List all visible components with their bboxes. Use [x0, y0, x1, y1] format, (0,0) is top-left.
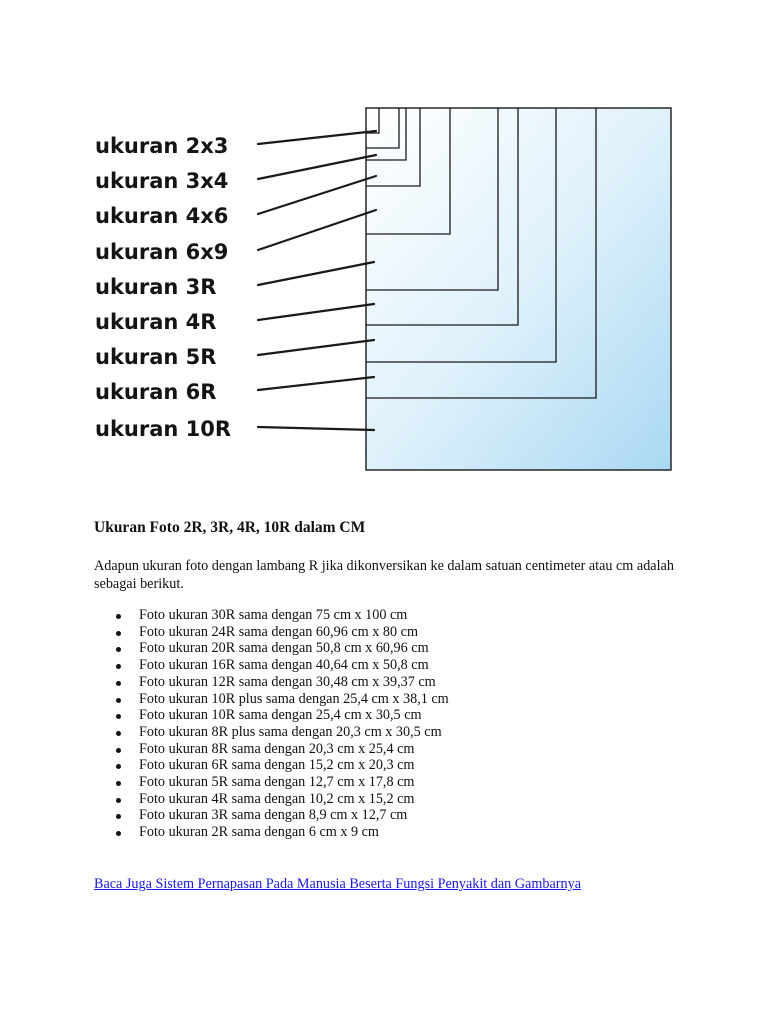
size-label: ukuran 5R: [95, 345, 217, 369]
list-item: Foto ukuran 12R sama dengan 30,48 cm x 39,37 cm: [94, 674, 449, 691]
related-article-link[interactable]: Baca Juga Sistem Pernapasan Pada Manusia Beserta Fungsi Penyakit dan Gambarnya: [94, 876, 581, 892]
list-item: Foto ukuran 4R sama dengan 10,2 cm x 15,2 cm: [94, 791, 449, 808]
pointer-line: [258, 377, 374, 390]
list-item: Foto ukuran 6R sama dengan 15,2 cm x 20,3 cm: [94, 757, 449, 774]
list-item: Foto ukuran 24R sama dengan 60,96 cm x 80 cm: [94, 624, 449, 641]
pointer-line: [258, 262, 374, 285]
list-item: Foto ukuran 8R sama dengan 20,3 cm x 25,4 cm: [94, 741, 449, 758]
size-label: ukuran 4x6: [95, 204, 229, 228]
photo-size-diagram: [0, 0, 768, 500]
photo-size-list: [94, 607, 449, 841]
size-label: ukuran 10R: [95, 417, 232, 441]
pointer-line: [258, 210, 376, 250]
pointer-line: [258, 304, 374, 320]
pointer-line: [258, 155, 376, 179]
size-label: ukuran 6R: [95, 380, 217, 404]
list-item: Foto ukuran 2R sama dengan 6 cm x 9 cm: [94, 824, 449, 841]
intro-paragraph: Adapun ukuran foto dengan lambang R jika dikonversikan ke dalam satuan centimeter atau cm adalah sebagai berikut.: [94, 558, 674, 592]
size-label: ukuran 3R: [95, 275, 217, 299]
size-labels: [95, 134, 231, 441]
pointer-line: [258, 176, 376, 214]
list-item: Foto ukuran 10R plus sama dengan 25,4 cm x 38,1 cm: [94, 691, 449, 708]
section-heading: Ukuran Foto 2R, 3R, 4R, 10R dalam CM: [94, 519, 366, 536]
list-item: Foto ukuran 3R sama dengan 8,9 cm x 12,7 cm: [94, 807, 449, 824]
pointer-line: [258, 131, 376, 144]
size-label: ukuran 2x3: [95, 134, 229, 158]
list-item: Foto ukuran 30R sama dengan 75 cm x 100 cm: [94, 607, 449, 624]
list-item: Foto ukuran 5R sama dengan 12,7 cm x 17,8 cm: [94, 774, 449, 791]
list-item: Foto ukuran 20R sama dengan 50,8 cm x 60,96 cm: [94, 640, 449, 657]
size-label: ukuran 4R: [95, 310, 217, 334]
list-item: Foto ukuran 10R sama dengan 25,4 cm x 30,5 cm: [94, 707, 449, 724]
pointer-line: [258, 427, 374, 430]
size-label: ukuran 6x9: [95, 240, 229, 264]
list-item: Foto ukuran 16R sama dengan 40,64 cm x 50,8 cm: [94, 657, 449, 674]
pointer-lines: [258, 131, 376, 430]
size-label: ukuran 3x4: [95, 169, 229, 193]
pointer-line: [258, 340, 374, 355]
list-item: Foto ukuran 8R plus sama dengan 20,3 cm x 30,5 cm: [94, 724, 449, 741]
